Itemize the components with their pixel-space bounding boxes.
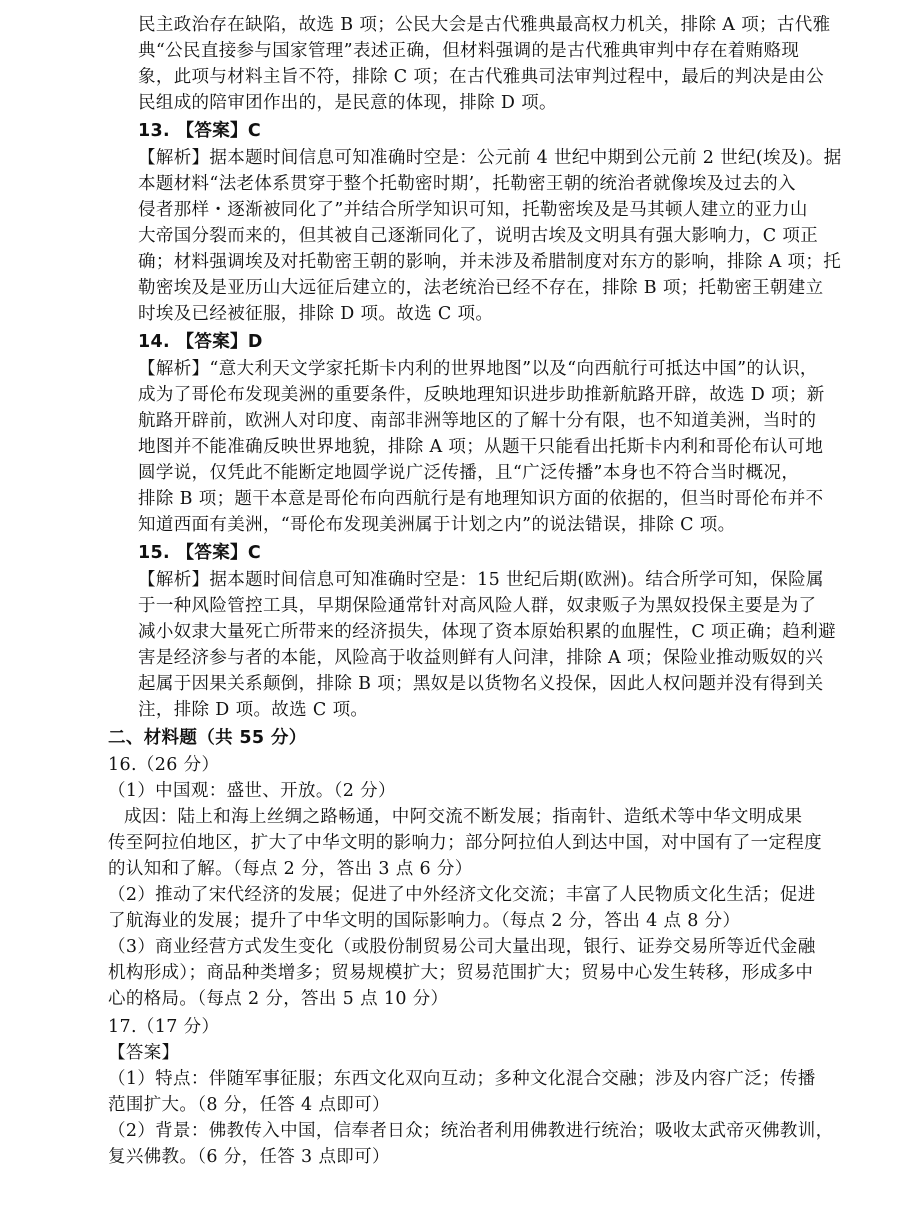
text-line: 起属于因果关系颠倒，排除 B 项；黑奴是以货物名义投保，因此人权问题并没有得到关 bbox=[138, 674, 824, 694]
text-line: 心的格局。（每点 2 分，答出 5 点 10 分） bbox=[108, 989, 449, 1009]
section-heading: 二、材料题（共 55 分） bbox=[108, 728, 307, 748]
text-line: 排除 B 项；题干本意是哥伦布向西航行是有地理知识方面的依据的，但当时哥伦布并不 bbox=[138, 489, 824, 509]
text-line: 范围扩大。（8 分，任答 4 点即可） bbox=[108, 1095, 390, 1115]
text-line: 于一种风险管控工具，早期保险通常针对高风险人群，奴隶贩子为黑奴投保主要是为了 bbox=[138, 596, 817, 616]
text-line: 知道西面有美洲，“哥伦布发现美洲属于计划之内”的说法错误，排除 C 项。 bbox=[138, 515, 736, 535]
text-line: 典“公民直接参与国家管理”表述正确，但材料强调的是古代雅典审判中存在着贿赂现 bbox=[138, 41, 800, 61]
text-line: 【解析】据本题时间信息可知准确时空是：15 世纪后期(欧洲)。结合所学可知，保险属 bbox=[138, 570, 824, 590]
question-14-answer-heading: 14. 【答案】D bbox=[138, 332, 263, 352]
text-line: 圆学说，仅凭此不能断定地圆学说广泛传播，且“广泛传播”本身也不符合当时概况， bbox=[138, 463, 800, 483]
text-line: （1）中国观：盛世、开放。（2 分） bbox=[108, 781, 396, 801]
text-line: 成因：陆上和海上丝绸之路畅通，中阿交流不断发展；指南针、造纸术等中华文明成果 bbox=[124, 807, 803, 827]
text-line: 侵者那样・逐渐被同化了”并结合所学知识可知，托勒密埃及是马其顿人建立的亚力山 bbox=[138, 200, 808, 220]
text-line: 害是经济参与者的本能，风险高于收益则鲜有人问津，排除 A 项；保险业推动贩奴的兴 bbox=[138, 648, 824, 668]
text-line: 民主政治存在缺陷，故选 B 项；公民大会是古代雅典最高权力机关，排除 A 项；古代雅 bbox=[138, 15, 831, 35]
text-line: 注，排除 D 项。故选 C 项。 bbox=[138, 700, 369, 720]
text-line: （3）商业经营方式发生变化（或股份制贸易公司大量出现，银行、证券交易所等近代金融 bbox=[108, 937, 816, 957]
text-line: 象，此项与材料主旨不符，排除 C 项；在古代雅典司法审判过程中，最后的判决是由公 bbox=[138, 67, 825, 87]
question-16-heading: 16.（26 分） bbox=[108, 755, 220, 775]
text-line: 时埃及已经被征服，排除 D 项。故选 C 项。 bbox=[138, 304, 494, 324]
text-line: 勒密埃及是亚历山大远征后建立的，法老统治已经不存在，排除 B 项；托勒密王朝建立 bbox=[138, 278, 824, 298]
text-line: 【解析】“意大利天文学家托斯卡内利的世界地图”以及“向西航行可抵达中国”的认识， bbox=[138, 359, 818, 379]
text-line: （2）背景：佛教传入中国，信奉者日众；统治者利用佛教进行统治；吸收太武帝灭佛教训， bbox=[108, 1121, 834, 1141]
text-line: 【解析】据本题时间信息可知准确时空是：公元前 4 世纪中期到公元前 2 世纪(埃及)。据 bbox=[138, 148, 842, 168]
text-line: （2）推动了宋代经济的发展；促进了中外经济文化交流；丰富了人民物质文化生活；促进 bbox=[108, 885, 816, 905]
text-line: （1）特点：伴随军事征服；东西文化双向互动；多种文化混合交融；涉及内容广泛；传播 bbox=[108, 1069, 816, 1089]
text-line: 复兴佛教。（6 分，任答 3 点即可） bbox=[108, 1147, 390, 1167]
question-17-heading: 17.（17 分） bbox=[108, 1017, 220, 1037]
question-15-answer-heading: 15. 【答案】C bbox=[138, 543, 262, 563]
text-line: 减小奴隶大量死亡所带来的经济损失，体现了资本原始积累的血腥性，C 项正确；趋利避 bbox=[138, 622, 836, 642]
text-line: 航路开辟前，欧洲人对印度、南部非洲等地区的了解十分有限，也不知道美洲，当时的 bbox=[138, 411, 817, 431]
text-line: 传至阿拉伯地区，扩大了中华文明的影响力；部分阿拉伯人到达中国，对中国有了一定程度 bbox=[108, 833, 822, 853]
text-line: 了航海业的发展；提升了中华文明的国际影响力。（每点 2 分，答出 4 点 8 分） bbox=[108, 911, 741, 931]
text-line: 确；材料强调埃及对托勒密王朝的影响，并未涉及希腊制度对东方的影响，排除 A 项；托 bbox=[138, 252, 842, 272]
question-13-answer-heading: 13. 【答案】C bbox=[138, 121, 262, 141]
text-line: 成为了哥伦布发现美洲的重要条件，反映地理知识进步助推新航路开辟，故选 D 项；新 bbox=[138, 385, 825, 405]
text-line: 机构形成）；商品种类增多；贸易规模扩大；贸易范围扩大；贸易中心发生转移，形成多中 bbox=[108, 963, 814, 983]
text-line: 地图并不能准确反映世界地貌，排除 A 项；从题干只能看出托斯卡内利和哥伦布认可地 bbox=[138, 437, 824, 457]
text-line: 的认知和了解。（每点 2 分，答出 3 点 6 分） bbox=[108, 859, 473, 879]
text-line: 民组成的陪审团作出的，是民意的体现，排除 D 项。 bbox=[138, 93, 557, 113]
text-line: 大帝国分裂而来的，但其被自己逐渐同化了，说明古埃及文明具有强大影响力，C 项正 bbox=[138, 226, 819, 246]
answer-label: 【答案】 bbox=[108, 1043, 180, 1063]
text-line: 本题材料“法老体系贯穿于整个托勒密时期’，托勒密王朝的统治者就像埃及过去的入 bbox=[138, 174, 796, 194]
